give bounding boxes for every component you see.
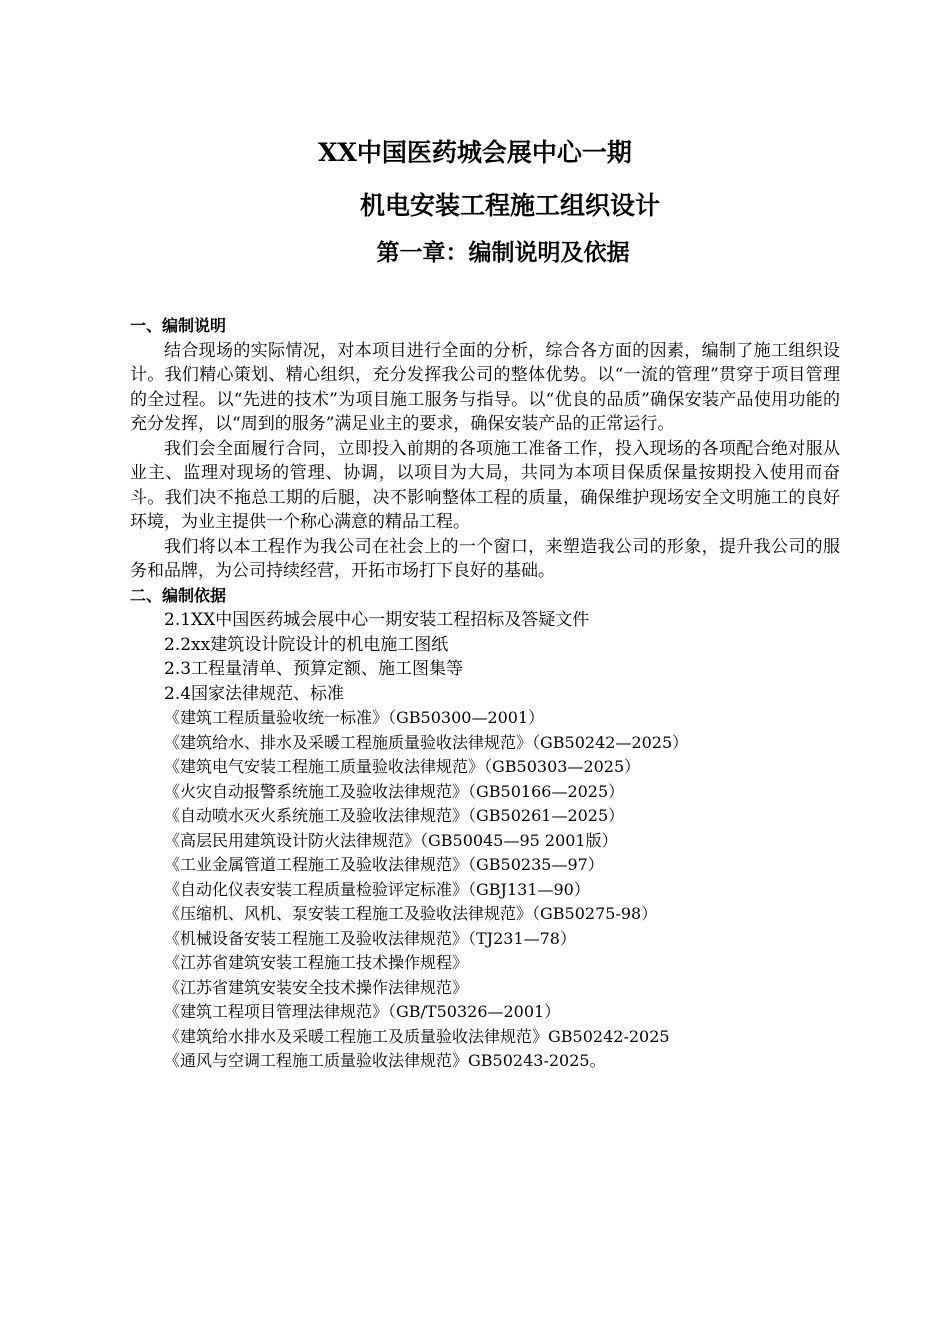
- document-body: [130, 314, 840, 1074]
- paragraph: 结合现场的实际情况，对本项目进行全面的分析，综合各方面的因素，编制了施工组织设计。我们精心策划、精心组织，充分发挥我公司的整体优势。以“一流的管理”贯穿于项目管理的全过程。以“先进的技术”为项目施工服务与指导。以“优良的品质”确保安装产品使用功能的充分发挥，以“周到的服务”满足业主的要求，确保安装产品的正常运行。: [130, 340, 840, 434]
- paragraph: 我们会全面履行合同，立即投入前期的各项施工准备工作，投入现场的各项配合绝对服从业主、监理对现场的管理、协调，以项目为大局，共同为本项目保质保量按期投入使用而奋斗。我们决不拖总工期的后腿，决不影响整体工程的质量，确保维护现场安全文明施工的良好环境，为业主提供一个称心满意的精品工程。: [130, 438, 840, 532]
- standard-item: 《压缩机、风机、泵安装工程施工及验收法律规范》（GB50275-98）: [164, 904, 658, 923]
- document-title-line2: 机电安装工程施工组织设计: [359, 191, 660, 220]
- standard-item: 《自动喷水灭火系统施工及验收法律规范》（GB50261—2025）: [164, 806, 625, 825]
- standard-item: 《通风与空调工程施工质量验收法律规范》GB50243-2025。: [164, 1051, 606, 1070]
- section-heading-explanation: 一、编制说明: [130, 316, 227, 335]
- standard-item: 《火灾自动报警系统施工及验收法律规范》（GB50166—2025）: [164, 781, 625, 801]
- standard-item: 《高层民用建筑设计防火法律规范》（GB50045—95 2001版）: [164, 830, 618, 850]
- standard-item: 《建筑给水、排水及采暖工程施质量验收法律规范》（GB50242—2025）: [164, 732, 689, 752]
- paragraph: 我们将以本工程作为我公司在社会上的一个窗口，来塑造我公司的形象，提升我公司的服务和品牌，为公司持续经营，开拓市场打下良好的基础。: [130, 536, 840, 581]
- standard-item: 《建筑电气安装工程施工质量验收法律规范》（GB50303—2025）: [164, 757, 641, 776]
- standard-item: 《机械设备安装工程施工及验收法律规范》（TJ231—78）: [164, 928, 576, 948]
- standard-item: 《江苏省建筑安装安全技术操作法律规范》: [164, 977, 469, 997]
- basis-item: 2.1XX中国医药城会展中心一期安装工程招标及答疑文件: [164, 610, 590, 630]
- standard-item: 《建筑工程项目管理法律规范》（GB/T50326—2001）: [164, 1002, 561, 1021]
- document-title-line1: XX中国医药城会展中心一期: [318, 138, 632, 167]
- basis-item: 2.3工程量清单、预算定额、施工图集等: [164, 659, 464, 679]
- basis-item: 2.4国家法律规范、标准: [164, 683, 345, 704]
- chapter-title: 第一章：编制说明及依据: [376, 239, 630, 266]
- standard-item: 《工业金属管道工程施工及验收法律规范》（GB50235—97）: [164, 855, 604, 874]
- basis-item: 2.2xx建筑设计院设计的机电施工图纸: [164, 634, 449, 655]
- standard-item: 《建筑给水排水及采暖工程施工及质量验收法律规范》GB50242-2025: [164, 1026, 670, 1046]
- standard-item: 《自动化仪表安装工程质量检验评定标准》（GBJ131—90）: [164, 879, 590, 899]
- section-heading-basis: 二、编制依据: [130, 585, 227, 605]
- standard-item: 《建筑工程质量验收统一标准》（GB50300—2001）: [164, 708, 545, 727]
- standard-item: 《江苏省建筑安装工程施工技术操作规程》: [164, 953, 469, 972]
